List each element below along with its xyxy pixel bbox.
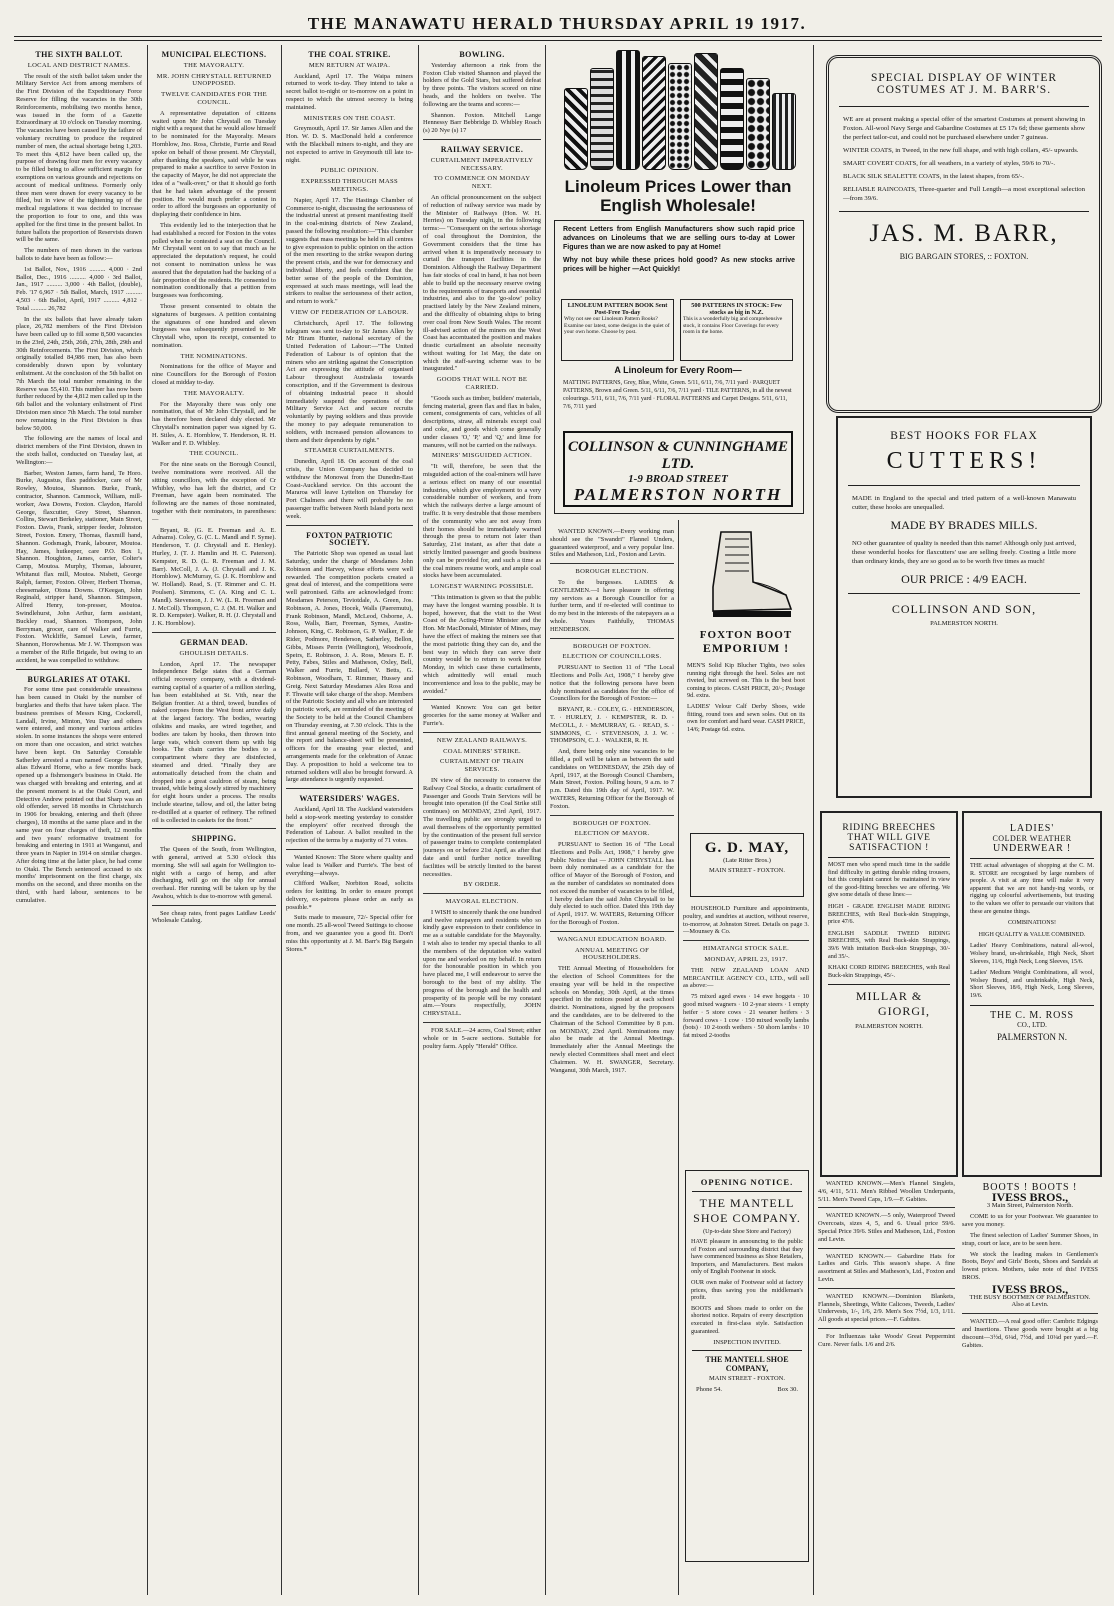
subheading: ANNUAL MEETING OF HOUSEHOLDERS. (574, 946, 650, 962)
election-notice: PURSUANT to Section 16 of "The Local Elections and Polls Act, 1908," I hereby give Public Notice that — JOHN CHRYSTALL has been duly nominated as a candidate for the office of Mayor of the Borough of Foxton, and as the number of candidates so nominated does not exceed the number of vacancies to be filled, I hereby declare the said John Chrystall to be duly elected to such office. Dated this 19th day of April, 1917. W. WATERS, Returning Officer for the Borough of Foxton. (550, 841, 674, 927)
barr-paragraph: RELIABLE RAINCOATS, Three-quarter and Full Length—a most exceptional selection—from 39/6. (843, 186, 1085, 202)
candidates-list: BRYANT, R. · COLEY, G. · HENDERSON, T. · HURLEY, J. · KEMPSTER, R. D. · McCOLL, J. · McMURRAY, G. · READ, S. · SIMMONS, C. · STEVENSON, J. J. W. · THOMPSON, C. J. · WALKER, R. H. (550, 706, 674, 745)
masthead-rule-lower (14, 40, 1102, 41)
ivess-paragraph: COME to us for your Footwear. We guarantee to save you money. (962, 1213, 1098, 1229)
subheading: VIEW OF FEDERATION OF LABOUR. (290, 308, 409, 316)
column-divider (418, 45, 419, 1595)
column-1 (16, 45, 142, 1595)
subheading: CURTAILMENT IMPERATIVELY NECESSARY. (430, 156, 534, 172)
barr-title: SPECIAL DISPLAY OF WINTER (870, 72, 1058, 84)
election-notice: And, there being only nine vacancies to be filled, a poll will be taken as between the said candidates on WEDNESDAY, the 25th day of April, 1917, at the Borough Council Chambers, Main Street, Foxton. Polling hours, 9 a.m. to 7 p.m. Dated this 19th day of April, 1917. W. WATERS, Returning Officer for the Borough of Foxton. (550, 748, 674, 810)
wanted-known-notice: WANTED KNOWN.—Men's Flannel Singlets, 4/6, 4/11, 5/11. Men's Ribbed Woollen Underpants, 5/11. Men's Tweed Caps, 1/9.—F. Gabites. (818, 1180, 955, 1203)
names-list: Barber, Weston James, farm hand, Te Horo. Burke, Augustus, flax paddocker, care of Mr Rowley, Moutoa, Shannon. Burke, Frank, contractor, Shannon. Cammock, William, mill-worker, Awa Downs, Foxton. Claydon, Harold George, flaxcutter, Grey Street, Shannon. Collins, Stewart Berkeley, stationer, Main Street, Foxton. Davis, Frank, stripper feeder, Johnston Street, Foxton. Emery, Thomas, flaxmill hand, Shannon. Godsmagh, Frank, labourer, Moutoa. Hay, James, hutkeeper, care P.O. Box 1, Shannon. Houghton, James, carrier, Colter's Camp, Moutoa. Murphy, Thomas, labourer, Whitanui flax mill, Moutoa. Nisbett, George Ralph, farmer, Foxton. Oliver, Herbert Thomas, cheesemaker, Otona Downs. O'Keegan, John Reginald, stripper hand, Shannon. Stimpson, Alfred Henry, ton-presser, Moutoa. Swindlehurst, John Arthur, farm assistant, Buckley road, Shannon. Thompson, John Berryman, grocer, care of Walker and Furrie, Foxton. Wickliffe, Samuel Lewis, farmer, Shannon, Horowhenua. Mr J. W. Thompson was a member of the Rifle Brigade, but owing to an accident, he was compelled to withdraw. (16, 469, 142, 664)
headline-railway-service: RAILWAY SERVICE. (440, 144, 524, 154)
nominations-list: Bryant, R. (G. E. Freeman and A. E. Adnams). Coley, G. (C. L. Mandl and F. Syme). Henderson, T. (J. Chrystall and E. Henley). Hurley, J. (T. J. Hamlin and H. C. Paterson). Kempster, R. D. (L. R. Freeman and J. M. Barr). McColl, J. A. (J. Chrystall and J. K. Hornblow). McMurray, G. (J. K. Hornblow and W. Holland). Read, S. (T. Rimmer and C. H. Poulsen). Simmons, C. (A. King and C. L. Mandl). Stevenson, J. J. W. (L. R. Freeman and J. McColl). Thompson, C. J. (M. H. Walker and R. D. Kempster). Walker, R. H. (J. Chrystall and J. K. Hornblow). (152, 526, 276, 628)
logo-town: PALMERSTON NORTH (573, 485, 783, 504)
breeches-title-2: THAT WILL GIVE (847, 833, 931, 843)
flax-hooks-ad (836, 416, 1092, 798)
mantell-text: HAVE pleasure in announcing to the public of Foxton and surrounding district that they have commenced business as Shoe Retailers, Importers, and Manufacturers. Best makes only of English Footwear in stock. (691, 1238, 803, 1276)
subheading: BOROUGH OF FOXTON. (572, 642, 651, 650)
notice-paragraph: FOR SALE.—24 acres, Coal Street; either whole or in 5-acre sections. Suitable for poultry farm. Apply "Herald" Office. (423, 1027, 541, 1050)
subheading: THE MAYORALTY. (183, 61, 245, 69)
linoleum-subheading: A Linoleum for Every Room— (614, 365, 742, 375)
headline-watersiders: WATERSIDERS' WAGES. (299, 794, 400, 804)
patterns-in-stock-box (680, 299, 793, 361)
headline-municipal-elections: MUNICIPAL ELECTIONS. (161, 50, 267, 59)
ladies-firm: THE C. M. ROSS (990, 1009, 1074, 1021)
subheading: COAL MINERS' STRIKE. (443, 747, 521, 755)
ladies-firm-2: CO., LTD. (1017, 1020, 1047, 1029)
mantell-shoe-ad (685, 1170, 809, 1562)
pattern-book-text: Why not see our Linoleum Pattern Books? Examine our latest, some designs in the quiet of your own home. Choose by post. (564, 316, 670, 335)
article-paragraph: London, April 17. The newspaper Independence Belge states that a German official recovery company, with a dividend-earning capital of a quarter of a million sterling, has been established at St. Vith, near the Belgian frontier. At a third, towed, bundles of naked corpses from the West front arrive daily at the largest factory. The bodies, wearing oilskins and masks, are wired together, and bodies are taken by hooks, then thrown into large vats, which convert them up with big hooks. The chain carries the bodies to a compartment where they are disinfected, steamed and dried. "Finally they are automatically detached from the chain and dropped into a great cauldron of steam, being treated, while being slowly stirred by machinery for eight hours under a process. The results include stearine, tallow, and oil, the latter being re-distilled at a quarter of refinery. The refined oil is collected in caskets for the front." (152, 660, 276, 824)
article-paragraph: This evidently led to the interjection that he had established a record for Foxton in the votes polled when he contested a seat on the Council. Mr Chrystall went on to say that much as he appreciated the deputation's request, he could not consent to nomination unless he was assured that the deputation had the backing of a fair proportion of the residents. He consented to nomination conditionally that a petition from burgesses was forthcoming. (152, 221, 276, 300)
column-divider (678, 520, 679, 1595)
mantell-address: MAIN STREET - FOXTON. (709, 1375, 785, 1383)
collinson-cunninghame-logo (563, 431, 793, 507)
subheading: HIMATANGI STOCK SALE. (702, 945, 790, 953)
pattern-book-box (561, 299, 674, 361)
subheading: MEN RETURN AT WAIPA. (308, 61, 391, 69)
wanted-notice: WANTED.—A real good offer: Cambric Edgings and Insertions. These goods were bought at a big discount—3½d, 6¼d, 7½d, and 10¼d per yard.—F. Gabites. (962, 1318, 1098, 1349)
wanted-known-notice: WANTED KNOWN.— Gabardine Hats for Ladies and Girls. This season's shape. A fine assortment at Stiles and Matheson's, Ltd., Foxton and Levin. (818, 1252, 955, 1283)
gd-may-name: G. D. MAY, (704, 840, 790, 856)
subheading: THE MAYORALTY. (183, 389, 245, 397)
breeches-town: PALMERSTON NORTH. (855, 1023, 923, 1031)
column-divider (813, 45, 814, 1595)
boot-emporium-ad (683, 525, 809, 825)
subheading: TO COMMENCE ON MONDAY NEXT. (433, 175, 531, 191)
hooks-title: BEST HOOKS FOR FLAX (890, 430, 1038, 442)
subheading: NEW ZEALAND RAILWAYS. (436, 736, 528, 744)
subheading: CURTAILMENT OF TRAIN SERVICES. (440, 758, 524, 774)
election-notice: To the burgesses. LADIES & GENTLEMEN.—I have pleasure in offering my services as a Borough Councillor for a further term, and if re-elected will continue to do my best in the interests of the ratepayers as a whole. Yours Faithfully, THOMAS HENDERSON. (550, 578, 674, 633)
barr-costumes-text (829, 115, 1099, 203)
ivess-name: IVESS BROS., (991, 1189, 1069, 1204)
article-paragraph: An official pronouncement on the subject of reduction of railway service was made by the Minister of Railways (Hon. W. H. Herries) on Tuesday night, in the following terms:— "Consequent on the serious shortage of coal throughout the Dominion, the Government considers that the time has arrived when it is imperatively necessary to curtail the transport facilities in the Dominion. Although the Railway Department has fair stocks of coal in hand, it has not been able to build up the necessary reserve owing to the requirements of transports and essential industries, and also to the 'go-slow' policy practised lately by the New Zealand miners, and the difficulty of obtaining ships to bring over coal from New South Wales. The recent ill-advised action of the miners on the West Coast has accentuated the position and makes drastic curtailment an absolute necessity without waiting for 1st May, the date on which the staff-saving scheme was to be inaugurated." (423, 193, 541, 373)
masthead: THE MANAWATU HERALD THURSDAY APRIL 19 1917. (307, 14, 807, 33)
column-divider (147, 45, 148, 1595)
article-paragraph: Auckland, April 17. The Waipa miners returned to work to-day. They intend to take a secret ballot to-night or to-morrow on a point in respect to which the utmost secrecy is being maintained. (286, 72, 413, 111)
opening-notice-heading: OPENING NOTICE. (700, 1177, 794, 1187)
article-paragraph: Greymouth, April 17. Sir James Allen and the Hon. W. D. S. MacDonald held a conference with the Blackball miners to-night, and they are not expected to arrive in Greymouth till late to-night. (286, 125, 413, 164)
ivess-name-2: IVESS BROS., (991, 1281, 1069, 1296)
mantell-subtitle: (Up-to-date Shoe Store and Factory) (703, 1229, 791, 1235)
hooks-title-2: CUTTERS! (886, 448, 1042, 474)
ivess-title: BOOTS ! BOOTS ! (982, 1182, 1078, 1193)
notice-paragraph: I WISH to sincerely thank the one hundred and twelve ratepayers and residents who so kindly gave expression to their confidence in me as a suitable candidate for the Mayoralty. I wish also to tender my special thanks to all the members of the deputation who waited upon me and worked on my behalf. In return for the honourable position in which you have placed me, I will endeavour to serve the borough to the best of my ability. The progress of the borough and the health and prosperity of its people will be my constant aim.—Yours respectfully, JOHN CHRYSTALL. (423, 908, 541, 1018)
subheading: MR. JOHN CHRYSTALL RETURNED UNOPPOSED. (156, 72, 272, 88)
breeches-firm: MILLAR & (855, 989, 923, 1004)
riding-breeches-ad (820, 811, 958, 1177)
auction-notice: HOUSEHOLD Furniture and appointments, poultry, and sundries at auction, without reserve, to-morrow, at Johnston Street. Details on page 3.—Mounsey & Co. (683, 905, 809, 936)
hooks-brades: MADE BY BRADES MILLS. (890, 518, 1038, 532)
column-divider (545, 45, 546, 1595)
barr-paragraph: BLACK SILK SEALETTE COATS, in the latest shapes, from 65/-. (843, 173, 1024, 180)
mantell-title: THE MANTELL (699, 1196, 795, 1210)
barr-name: JAS. M. BARR, (869, 220, 1059, 247)
ivess-bros-ad (962, 1180, 1098, 1595)
subheading: LONGEST WARNING POSSIBLE. (430, 583, 534, 591)
article-paragraph: "This intimation is given so that the public may have the longest warning possible. It is hoped, however, that the visit to the West Coast of the Acting-Prime Minister and the Hon. Mr MacDonald, Minister of Mines, may have the effect of making the miners see that the most patriotic thing they can do, and the best way in which they can serve their country would be to return to work before Monday, in which case these curtailments, which admittedly will entail much inconvenience and loss to the public, may be avoided." (423, 594, 541, 695)
boot-ladies-text: LADIES' Velour Calf Derby Shoes, wide fitting, round toes and sewn soles. Out on its own for comfort and hard wear. CASH PRICE, 14/6; Postage 6d. extra. (687, 702, 805, 733)
article-paragraph: The numbers of men drawn in the various ballots to date have been as follow:— (16, 247, 142, 262)
masthead-rule (14, 36, 1102, 37)
mantell-box: Box 30. (777, 1386, 798, 1394)
hooks-price: OUR PRICE : 4/9 EACH. (901, 572, 1027, 586)
linoleum-headline: Linoleum Prices Lower than English Wholesale! (564, 177, 792, 215)
gd-may-address: MAIN STREET - FOXTON. (709, 867, 785, 874)
notice-paragraph: IN view of the necessity to conserve the Railway Coal Stocks, a drastic curtailment of Passenger and Goods Train Services will be brought into operation (if the Coal Strike still continues) on MONDAY, 23rd April, 1917. The travelling public are strongly urged to avail themselves of the opportunity permitted by the continuation of the present full service of passenger trains to complete contemplated journeys on or before 21st April, as after that date and until further notice travelling facilities will be strictly limited to the barest necessities. (423, 776, 541, 878)
headline-burglaries: BURGLARIES AT OTAKI. (27, 674, 131, 684)
pattern-book-title: LINOLEUM PATTERN BOOK Sent Post-Free To-day (567, 302, 668, 316)
election-notice: PURSUANT to Section 11 of "The Local Elections and Polls Act, 1908," I hereby give notice that the following persons have been duly nominated as candidates for the office of Councillors for the Borough of Foxton:— (550, 664, 674, 703)
stock-sale-notice: THE NEW ZEALAND LOAN AND MERCANTILE AGENCY CO., LTD., will sell as above:— (683, 966, 809, 990)
article-paragraph: In the six ballots that have already taken place, 26,782 members of the First Division have been called up to fill some 8,500 vacancies in the 23rd, 24th, 25th, 26th, 27th, 28th, 29th and 30th Reinforcements. The First Division, which originally totalled 84,986 men, has also been considerably drawn upon by voluntary enlistment. At the conclusion of the 5th ballot on 7th March the total number remaining in the Reserve was 55,410. This number has now been further reduced by the 4,812 men called up in the 6th ballot and the voluntary enlistment of First Division men since 7th March. The total number now remaining in the First Division is thus below 50,000. (16, 315, 142, 432)
linoleum-urgency: Why not buy while these prices hold good? As new stocks arrive prices will be higher —Act Quickly! (563, 257, 795, 273)
ladies-town: PALMERSTON N. (996, 1031, 1068, 1042)
breeches-paragraph: KHAKI CORD RIDING BREECHES, with Real Buck-skin Strappings, 45/-. (828, 965, 950, 979)
subheading: EXPRESSED THROUGH MASS MEETINGS. (301, 178, 398, 193)
ballot-table: 1st Ballot, Nov., 1916 .......... 4,000 · 2nd Ballot, Dec., 1916 .......... 4,000 · 3rd Ballot, Jan., 1917 .......... 3,000 · 4th Ballot, (double), Feb. '17 6,967 · 5th Ballot, March, 1917 .......... 4,503 · 6th Ballot, April, 1917 .......... 4,812 · Total .......... 26,782 (16, 265, 142, 312)
article-paragraph: Nominations for the office of Mayor and nine Councillors for the Borough of Foxton closed at midday to-day. (152, 363, 276, 387)
gd-may-sub: (Late Ritter Bros.) (723, 857, 771, 864)
inspection-invited: INSPECTION INVITED. (713, 1339, 781, 1347)
column-5 (550, 528, 674, 1595)
column-3 (286, 45, 413, 1595)
article-paragraph: The result of the sixth ballot taken under the Military Service Act from among members of the First Division of the Expeditionary Force Reserve for filling the vacancies in the 30th Reinforcements, mobilising two months hence, was issued in the form of a Gazette Extraordinary at 10 o'clock on Tuesday morning. The vacancies have been caused by the failure of voluntary recruiting to produce the required number of men, the actual shortage being 1,203. To meet this 4,812 have been called up, the purpose of drawing four men for every vacancy to be filled being to allow sufficient margin for exemptions on various grounds and rejections on account of medical unfitness. Formerly only three men were drawn for every vacancy to be filled, but in view of the tightening up of the medical regulations it was decided to increase the proportion to four to one, and this was applied for the first time in the present ballot. In future ballots the proportion of Reservists drawn will be the same. (16, 72, 142, 244)
article-paragraph: For the nine seats on the Borough Council, twelve nominations were received. All the sitting councillors, with the exception of Cr Whibley, who has left the district, and Cr Freeman, have again been nominated. The following are the names of those nominated, together with their nominators, in parentheses:— (152, 461, 276, 523)
breeches-paragraph: HIGH - GRADE ENGLISH MADE RIDING BREECHES, with Real Buck-skin Strappings, price 47/6. (828, 903, 950, 926)
boot-mens-text: MEN'S Solid Kip Blucher Tights, two soles running right through the heel. Soles are not riveted, but screwed on. This is the best boot coming to pieces. CASH PRICE, 20/-; Postage 9d. extra. (687, 662, 805, 700)
notice-paragraph: Clifford Walker, Norbiton Road, solicits orders for knitting. In order to ensure prompt delivery, ex-patrons please order as early as possible.* (286, 880, 413, 911)
ladies-combinations: COMBINATIONS! (1007, 920, 1057, 927)
subheading: TWELVE CANDIDATES FOR THE COUNCIL. (161, 91, 267, 106)
subheading: MINISTERS ON THE COAST. (303, 114, 396, 122)
subheading: MONDAY, APRIL 23, 1917. (704, 955, 788, 963)
mantell-phone: Phone 54. (696, 1386, 722, 1394)
stock-list: 75 mixed aged ewes · 14 ewe hoggets · 10 good mixed wagners · 10 2-year steers · 1 empty heifer · 5 store cows · 21 weaner heifers · 3 forward cows · 1 cow · 150 mixed woolly lambs (bots) · 10 2-tooth wethers · 50 shorn lambs · 10 fat mixed 2-tooths (683, 993, 809, 1040)
subheading: GOODS THAT WILL NOT BE CARRIED. (436, 376, 528, 392)
subheading: THE NOMINATIONS. (180, 352, 248, 360)
linoleum-rolls-illustration (560, 45, 796, 170)
gd-may-ad (690, 833, 804, 897)
linoleum-advertisement (550, 45, 806, 515)
article-paragraph: The Queen of the South, from Wellington, with general, arrived at 5.30 o'clock this morning. She will sail again for Wellington to-night with a cargo of hemp, and after discharging, will go on the slip for annual overhaul. Her running will be taken up by the Awahou, which is due to-morrow with general. (152, 846, 276, 900)
article-paragraph: "It will, therefore, be seen that the misguided action of the coal-miners will have a serious effect on many of our essential industries, which give employment to a very considerable number of workers, and from which the railways derive a large amount of traffic. It is very desirable that those members of the community who are not away from their homes should be immediately warned through the press to return not later than Saturday, 21st instant, as after that date a strictly limited passenger and goods business only can be provided for, and such a time as the coal miners resume work, and ample coal stocks have been accumulated. (423, 463, 541, 580)
subheading: LOCAL AND DISTRICT NAMES. (27, 61, 131, 69)
ivess-paragraph: The finest selection of Ladies' Summer Shoes, in strap, court or lace, are to be seen here. (962, 1231, 1098, 1247)
wanted-known-notice: WANTED KNOWN.—Dominion Blankets, Flannels, Sheetings, White Calicoes, Tweeds, Ladies' Undervests, 1/-, 1/6, 2/9. Men's Sox 7½d, 1/3, 1/11. All goods at special prices.—F. Gabites. (818, 1292, 955, 1324)
linoleum-intro: Recent Letters from English Manufacturers show such rapid price advances on Linoleums that we are selling ours to-day at Lower Figures than we are now asked to pay at Home! (563, 226, 795, 251)
headline-coal-strike: THE COAL STRIKE. (308, 50, 391, 59)
hooks-intro: MADE in England to the special and tried pattern of a well-known Manawatu cutter, these hooks are unequalled. (852, 495, 1076, 511)
barr-paragraph: WINTER COATS, in Tweed, in the new full shape, and with high collars, 45/- upwards. (843, 147, 1079, 154)
notice-paragraph: Wanted Known: The Store where quality and value lead is Walker and Furrie's. The best of everything—always. (286, 853, 413, 877)
breeches-firm-2: GIORGI, (878, 1004, 930, 1019)
logo-address: 1-9 BROAD STREET (628, 473, 728, 485)
education-board-notice: THE Annual Meeting of Householders for the election of School Committees for the ensuing year will be held in the respective schools on Monday, 30th April, at the times specified in the notices posted at each school district. Nominations, signed by the proposers and the candidates, are to be delivered to the Chairman of the School Committee by 8 p.m. on MONDAY, 23rd April. Nominations may also be made at the Annual Meetings. Immediately after the Annual Meetings the newly elected Committees shall meet and elect Chairmen. W. H. SWANGER, Secretary. Wanganui, 30th March, 1917. (550, 965, 674, 1074)
ivess-paragraph: We stock the leading makes in Gentlemen's Boots, Boys' and Girls' Boots, Shoes and Sandals at lowest prices. Mothers, take note of this! IVESS BROS. (962, 1250, 1098, 1281)
subheading: BOROUGH OF FOXTON. (572, 819, 651, 827)
logo-firm-name: COLLINSON & CUNNINGHAME LTD. (567, 439, 789, 472)
barr-paragraph: WE are at present making a special offer of the smartest Costumes at present showing in Foxton. All-wool Navy Serge and Gabardine Costumes at £5 17s 6d; these garments show the perfect tailor-cut, and could not be purchased elsewhere under 7 guineas. (843, 116, 1085, 141)
subheading: ELECTION OF MAYOR. (574, 830, 650, 838)
hooks-firm: COLLINSON AND SON, (891, 602, 1037, 616)
wanted-known-notice: WANTED KNOWN.—Every working man should see the "Swandri" Flannel Unders, guaranteed waterproof, and a very popular line. Stiles and Matheson, Ltd., Foxton and Levin. (550, 528, 674, 559)
subheading: MAYORAL ELECTION. (445, 898, 519, 906)
notice-signoff: BY ORDER. (463, 881, 501, 889)
notice-paragraph: Suits made to measure, 72/- Special offer for one month. 25 all-wool Tweed Suitings to choose from, and we guarantee you a good fit. Don't miss this opportunity at J. M. Barr's Big Bargain Stores.* (286, 914, 413, 953)
article-paragraph: Napier, April 17. The Hastings Chamber of Commerce to-night, discussing the seriousness of the industrial unrest at present manifesting itself in the coal-mining districts of New Zealand, passed the following resolution:—"This chamber suggests that mass meetings be held in all centres to give expression to public opinion on the action of the men resorting to the strike weapon during the present crisis, and the war for democracy and individual liberty, and feels confident that the better sense of the people of the Dominion, expressed at such mass meetings, will lead the strikers to realise the seriousness of their action, and return to work." (286, 196, 413, 306)
ivess-sub: THE BUSY BOOTMEN OF PALMERSTON. (969, 1293, 1091, 1301)
barr-sub: BIG BARGAIN STORES, :: FOXTON. (899, 252, 1029, 261)
article-paragraph: Dunedin, April 18. On account of the coal crisis, the Union Company has decided to withdraw the Monowai from the Dunedin-East Coast-Auckland service. On this account the Mararoa will leave Lyttelton on Thursday for Port Chalmers and there will probably be no passenger traffic between North Island ports next week. (286, 458, 413, 520)
ivess-also: Also at Levin. (1011, 1301, 1049, 1309)
article-paragraph: "Goods such as timber, builders' materials, fencing material, green flax and flax in bales, cement, consignments of cars, vehicles of all descriptions, straw, all minerals except coal and coke, and goods which come generally under classes 'O,' 'P,' and 'Q,' and lime for manures, will not be carried on the railways. (423, 394, 541, 449)
boot-title: FOXTON BOOT (699, 629, 793, 641)
article-paragraph: The following are the names of local and district members of the First Division, drawn in the sixth ballot, conducted on Tuesday last, at Wellington:— (16, 435, 142, 466)
subheading: PUBLIC OPINION. (320, 167, 379, 175)
ladies-quality: HIGH QUALITY & VALUE COMBINED. (978, 931, 1086, 938)
ladies-title: LADIES' (1009, 823, 1055, 834)
linoleum-pattern-list: MATTING PATTERNS, Grey, Blue, White, Green. 5/11, 6/11, 7/6, 7/11 yard · PARQUET PATTERNS, Brown and Green. 5/11, 6/11, 7/6, 7/11 yard · TILE PATTERNS, in all the newest colourings. 5/11, 6/11, 7/6, 7/11 yard · FLORAL PATTERNS and Carpet Designs. 5/11, 6/11, 7/6, 7/11 yard (563, 380, 792, 410)
jm-barr-ad (826, 55, 1102, 413)
column-4 (423, 45, 541, 1595)
wanted-known-notice: WANTED KNOWN.—5 only, Waterproof Tweed Overcoats, sizes 4, 5, and 6. Usual price 59/6. Special Price 39/6. Stiles and Matheson, Ltd., Foxton and Levin. (818, 1212, 955, 1243)
headline-shipping: SHIPPING. (191, 834, 237, 844)
linoleum-ad-body (554, 220, 804, 514)
ivess-address: 3 Main Street, Palmerston North. (986, 1201, 1074, 1209)
ladies-title-3: UNDERWEAR ! (993, 843, 1071, 854)
boot-title-2: EMPORIUM ! (702, 641, 790, 655)
breeches-paragraph: ENGLISH SADDLE TWEED RIDING BREECHES, with Real Buck-skin Strappings, 39/6 With imitation Buck-skin Strappings, 30/- and 35/-. (828, 930, 950, 960)
ladies-title-2: COLDER WEATHER (992, 834, 1072, 843)
wanted-known-notice: For Influenzas take Woods' Great Peppermint Cure. Never fails. 1/6 and 2/6. (818, 1332, 955, 1348)
subheading: THE COUNCIL. (189, 450, 239, 458)
mantell-text: BOOTS and Shoes made to order on the shortest notice. Repairs of every description executed in first-class style. Satisfaction guaranteed. (691, 1304, 803, 1335)
barr-title-2: COSTUMES AT J. M. BARR'S. (876, 84, 1052, 96)
article-paragraph: Those present consented to obtain the signatures of burgesses. A petition containing the signatures of one hundred and eleven burgesses was subsequently presented to Mr Chrystall who, upon its receipt, consented to nomination. (152, 302, 276, 349)
subheading: STEAMER CURTAILMENTS. (304, 447, 395, 455)
ladies-paragraph: THE actual advantages of shopping at the C. M. R. STORE are recognised by large numbers of people. A visit at any time will make it very apparent that we are not handy-ing words, or rigging up colourful advertisements, but trusting to the values we offer to persuade our visitors that these are genuine things. (970, 863, 1094, 915)
article-paragraph: For the Mayoralty there was only one nomination, that of Mr John Chrystall, and he has therefore been declared duly elected. Mr Chrystall's nomination paper was signed by G. H. Stiles, A. E. Hornblow, T. Henderson, R. H. Walker and F. D. Whibley. (152, 400, 276, 447)
column-divider (281, 45, 282, 1595)
article-paragraph: The Patriotic Shop was opened as usual last Saturday, under the charge of Mesdames John Robinson and Harvey, whose efforts were well rewarded. The competition pockets created a great deal of interest, and the competitions were well patronised. Gifts are acknowledged from: Mesdames Peterson, Teviotdale, A. Green, Jos. Robinson, A. Jones, Hocek, Walls (Paeremutu), Frank Robinson, Mandl, McLeod, Osborne, A. Ross, Walls, Barr, Freeman, Symes, Austin-Johnson, King, C. Robinson, G. P. Walker, F. de Rider, Podmore, Henderson, Satherley, Bellon, Gibbs, Misses Perrin (Wellington), Woodroofe, Speirs, E. Robinson, J. A. Ross, Messrs E. F. Petty, Fabes, Stiles and Matheson, Oxley, Bell, Walker and Furrie, Bullard, V. Betts, G. Robinson, Woodham, T. Rimmer, Hussey and Greig. Next Saturday Mesdames Ales Ross and F. Thwaite will take charge of the shop. Members of the Patriotic Society and all who are interested in patriotic work, are reminded of the meeting of the Society to be held at the Council Chambers on Thursday evening, at 7.30 o'clock. This is the first annual general meeting of the Society, and the report and balance-sheet will be presented, officers for the ensuing year elected, and arrangements made for the celebration of Anzac Day. A proposition to hold a welcome tea to returned soldiers will also be brought forward. A large attendance is urgently requested. (286, 550, 413, 784)
ladies-underwear-ad (962, 811, 1102, 1177)
patterns-in-stock-title: 500 PATTERNS IN STOCK: Few stocks as big in N.Z. (691, 302, 782, 316)
subheading: ELECTION OF COUNCILLORS. (562, 653, 662, 661)
subheading: BOROUGH ELECTION. (575, 568, 649, 576)
breeches-title-3: SATISFACTION ! (849, 843, 929, 853)
hooks-town: PALMERSTON NORTH. (930, 620, 998, 627)
headline-patriotic-society: FOXTON PATRIOTIC SOCIETY. (306, 530, 393, 548)
notice-paragraph: See cheap rates, front pages Laidlaw Leeds' Wholesale Catalog. (152, 909, 276, 925)
headline-german-dead: GERMAN DEAD. (180, 637, 248, 647)
article-paragraph: Auckland, April 18. The Auckland watersiders held a stop-work meeting yesterday to consider the employers' offer received through the Federation of Labour. A ballot resulted in the rejection of the terms by a majority of 71 votes. (286, 805, 413, 845)
patterns-in-stock-text: This is a wonderfully big and comprehensive stock, it contains Floor Coverings for every room in the home. (683, 316, 783, 335)
notice-paragraph: Wanted Known: You can get better groceries for the same money at Walker and Furrie's. (423, 704, 541, 727)
headline-sixth-ballot: THE SIXTH BALLOT. (35, 50, 123, 59)
mantell-footer: THE MANTELL SHOE COMPANY, (705, 1355, 789, 1374)
article-paragraph: A representative deputation of citizens waited upon Mr John Chrystall on Tuesday night with a request that he would allow himself to be nominated for the Mayoralty. Messrs Hornblow, Jno. Ross, Christie, Furrie and Read spoke on behalf of those present. Mr Chrystall, after thanking the speakers, said while he was prepared to make a sacrifice to serve Foxton in the capacity of Mayor, he did not appreciate the idea of a "walk-over," or that it should go forth that he had taken advantage of the present position. He would much prefer a contest in order to afford the burgesses an opportunity of displaying their confidence in him. (152, 109, 276, 219)
breeches-paragraph: MOST men who spend much time in the saddle find difficulty in getting durable riding trousers, but this complaint cannot be maintained in view of the good-fitting breeches we are offering. We give some details of these lines:— (828, 862, 950, 899)
article-paragraph: Yesterday afternoon a rink from the Foxton Club visited Shannon and played the holders of the Gold Stars, but suffered defeat by three points. The visitors scored on nine heads, and the holders on twelve. The following are the teams and scores:— (423, 61, 541, 108)
boot-illustration (691, 527, 801, 622)
subheading: MINERS' MISGUIDED ACTION. (431, 452, 533, 460)
ladies-paragraph: Ladies' Medium Weight Combinations, all wool, Wolsey Brand, and unshrinkable, High Neck, Short Sleeves, 18/6, High Neck, Long Sleeves, 19/6. (970, 970, 1094, 999)
mantell-title-2: SHOE COMPANY. (693, 1211, 801, 1225)
column-2 (152, 45, 276, 1595)
headline-bowling: BOWLING. (459, 50, 505, 59)
subheading: GHOULISH DETAILS. (179, 649, 249, 657)
ladies-paragraph: Ladies' Heavy Combinations, natural all-wool, Wolsey brand, un-shrinkable, High Neck, Short Sleeves, 11/6, High Neck, Long Sleeves, 15/6. (970, 943, 1094, 965)
subheading: WANGANUI EDUCATION BOARD. (557, 935, 667, 943)
article-paragraph: Christchurch, April 17. The following telegram was sent to-day to Sir James Allen by Mr Hiram Hunter, national secretary of the United Federation of Labour:—"The United Federation of Labour is of opinion that the miners who are striking against the Conscription Act are expressing the attitude of organised Labour throughout Australasia towards conscription, and if the Government is desirous of obtaining industrial peace it should immediately suspend the operations of the Military Service Act and secure recruits voluntarily by paying soldiers and thus provide the money to pay adequate remuneration to soldiers, with increased pension allowances to them and their dependents by right." (286, 319, 413, 444)
barr-paragraph: SMART COVERT COATS, for all weathers, in a variety of styles, 59/6 to 70/-. (843, 160, 1055, 167)
column-7 (818, 1180, 955, 1595)
breeches-text (822, 862, 956, 980)
column-6 (683, 905, 809, 1160)
hooks-text: NO other guarantee of quality is needed than this name! Although only just arrived, these wonderful hooks for flaxcutters' use are selling freely. Costing a little more than ordinary kinds, they are so good as to be worth five times as much! (852, 540, 1076, 565)
breeches-title: RIDING BREECHES (842, 823, 936, 833)
ladies-text (964, 863, 1100, 1001)
mantell-text: OUR own make of Footwear sold at factory prices, thus saving you the middleman's profit. (691, 1278, 803, 1302)
bowling-teams: Shannon. Foxton. Mitchell Lange Hennessy Barr Bebbridge D. Whibley Roach (s) 20 Nye (s) 17 (423, 111, 541, 135)
article-paragraph: For some time past considerable uneasiness has been caused in Otaki by the number of burglaries and thefts that have taken place. The business premises of Messrs King, Cockerell, Landall, Irvine, Minton, Yeu Day and others were entered, and money and various articles stolen. In some instances the shops were entered on more than one occasion, and strict watches have been kept. On Saturday Constable Satherley arrested a man named George Sharp, alias Edward Horne, who a few months back opened up a fishmonger's business in Otaki. He was charged with breaking and entering, and at the present moment is at the Otaki Court, and Detective Andrew pointed out that Sharp was an old offender, served 18 months in Christchurch in 1906 for breaking, entering and theft (three charges), 18 months at the same place and in the same year on four charges of theft, 12 months and two years' reformative treatment for breaking and entering in 1911 at Wanganui, and three years in Napier in 1914 on similar charges. After doing time at the latter place, he had come to Otaki. The Bench sentenced accused to six months' imprisonment on the first charge, six months on the second, and three months on the third, with hard labour, sentences to be cumulative. (16, 686, 142, 904)
